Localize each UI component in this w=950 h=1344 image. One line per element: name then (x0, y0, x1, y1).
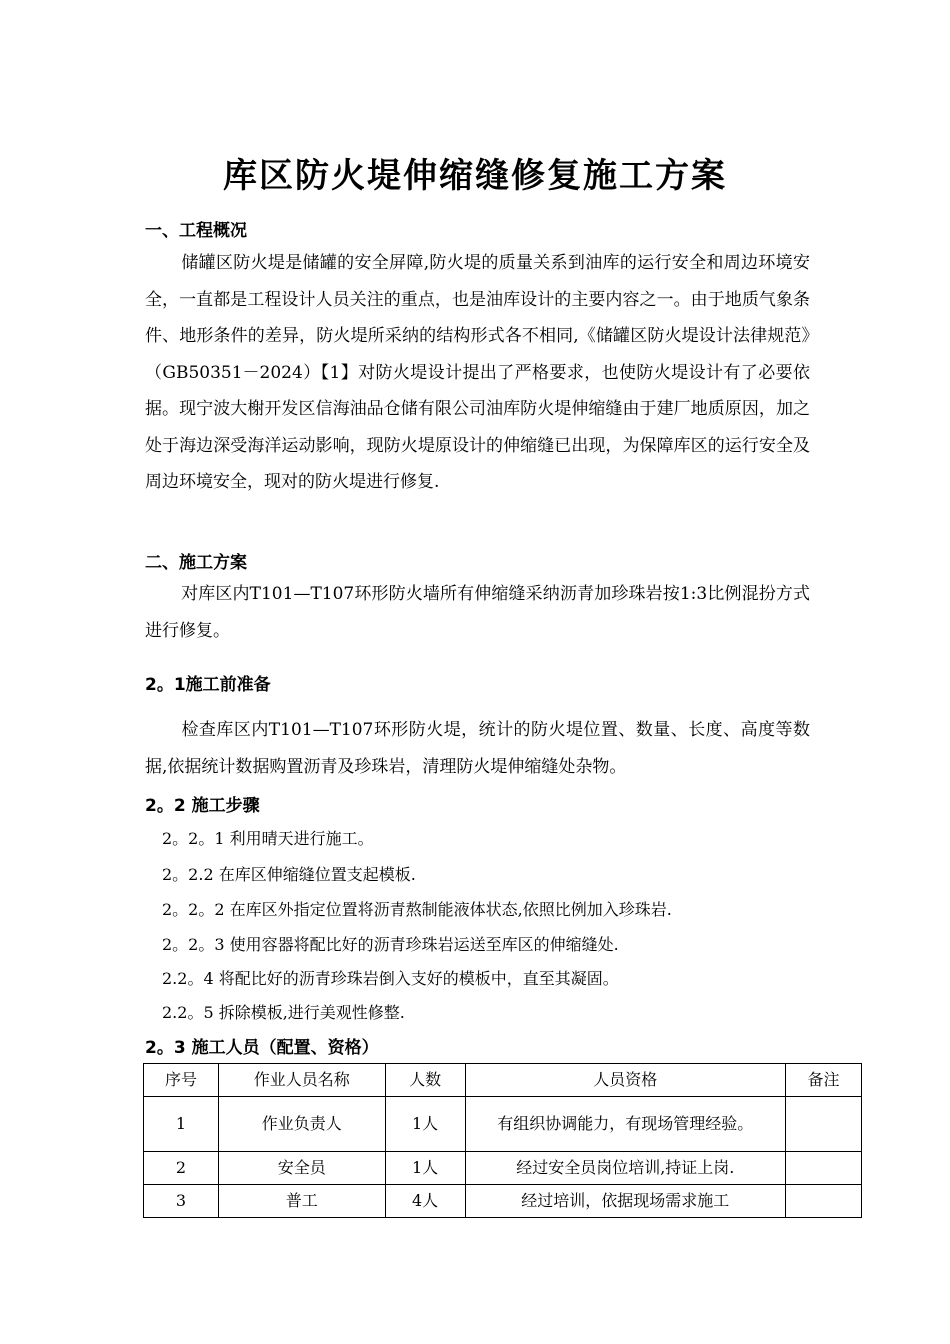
table-cell: 安全员 (218, 1152, 385, 1185)
table-cell (786, 1152, 862, 1185)
document-title: 库区防火堤伸缩缝修复施工方案 (223, 156, 727, 196)
section-2-text: 对库区内T101—T107环形防火墙所有伸缩缝采纳沥青加珍珠岩按1:3比例混扮方式进行修复。 (145, 584, 810, 641)
table-cell: 1 (144, 1097, 219, 1152)
section-2-paragraph (145, 576, 810, 649)
step-item: 2。2.2 在库区伸缩缝位置支起模板. (162, 865, 416, 884)
section-1-heading: 一、工程概况 (145, 221, 247, 241)
table-header-cell: 人员资格 (465, 1064, 786, 1097)
staff-table (143, 1063, 862, 1218)
section-2-1-heading: 2。1施工前准备 (145, 675, 271, 695)
table-row (144, 1152, 862, 1185)
table-cell: 有组织协调能力，有现场管理经验。 (465, 1097, 786, 1152)
table-cell: 经过安全员岗位培训,持证上岗. (465, 1152, 786, 1185)
step-item: 2。2。1 利用晴天进行施工。 (162, 829, 374, 848)
step-item: 2。2。2 在库区外指定位置将沥青熬制能液体状态,依照比例加入珍珠岩. (162, 900, 672, 919)
section-2-1-paragraph (145, 712, 810, 785)
table-cell: 普工 (218, 1185, 385, 1218)
section-2-2-heading: 2。2 施工步骤 (145, 796, 260, 816)
section-2-heading: 二、施工方案 (145, 553, 247, 573)
section-2-1-text: 检查库区内T101—T107环形防火堤，统计的防火堤位置、数量、长度、高度等数据,依据统计数据购置沥青及珍珠岩，清理防火堤伸缩缝处杂物。 (145, 720, 810, 777)
table-header-cell: 序号 (144, 1064, 219, 1097)
table-header-cell: 备注 (786, 1064, 862, 1097)
table-cell: 作业负责人 (218, 1097, 385, 1152)
table-header-cell: 人数 (385, 1064, 465, 1097)
table-header-cell: 作业人员名称 (218, 1064, 385, 1097)
section-1-text: 储罐区防火堤是储罐的安全屏障,防火堤的质量关系到油库的运行安全和周边环境安全，一直都是工程设计人员关注的重点，也是油库设计的主要内容之一。由于地质气象条件、地形条件的差异，防火堤所采纳的结构形式各不相同,《储罐区防火堤设计法律规范》（GB50351－2024）【1】对防火堤设计提出了严格要求，也使防火堤设计有了必要依据。现宁波大榭开发区信海油品仓储有限公司油库防火堤伸缩缝由于建厂地质原因，加之处于海边深受海洋运动影响，现防火堤原设计的伸缩缝已出现，为保障库区的运行安全及周边环境安全，现对的防火堤进行修复. (145, 253, 810, 492)
table-row (144, 1185, 862, 1218)
step-item: 2。2。3 使用容器将配比好的沥青珍珠岩运送至库区的伸缩缝处. (162, 935, 619, 954)
table-cell: 4人 (385, 1185, 465, 1218)
table-header-row (144, 1064, 862, 1097)
table-cell: 1人 (385, 1152, 465, 1185)
table-cell: 经过培训，依据现场需求施工 (465, 1185, 786, 1218)
table-cell (786, 1185, 862, 1218)
table-cell (786, 1097, 862, 1152)
table-cell: 1人 (385, 1097, 465, 1152)
section-2-3-heading: 2。3 施工人员（配置、资格） (145, 1038, 379, 1058)
table-cell: 2 (144, 1152, 219, 1185)
step-item: 2.2。5 拆除模板,进行美观性修整. (162, 1003, 405, 1022)
section-1-paragraph (145, 245, 810, 501)
table-row (144, 1097, 862, 1152)
step-item: 2.2。4 将配比好的沥青珍珠岩倒入支好的模板中，直至其凝固。 (162, 969, 619, 988)
table-cell: 3 (144, 1185, 219, 1218)
